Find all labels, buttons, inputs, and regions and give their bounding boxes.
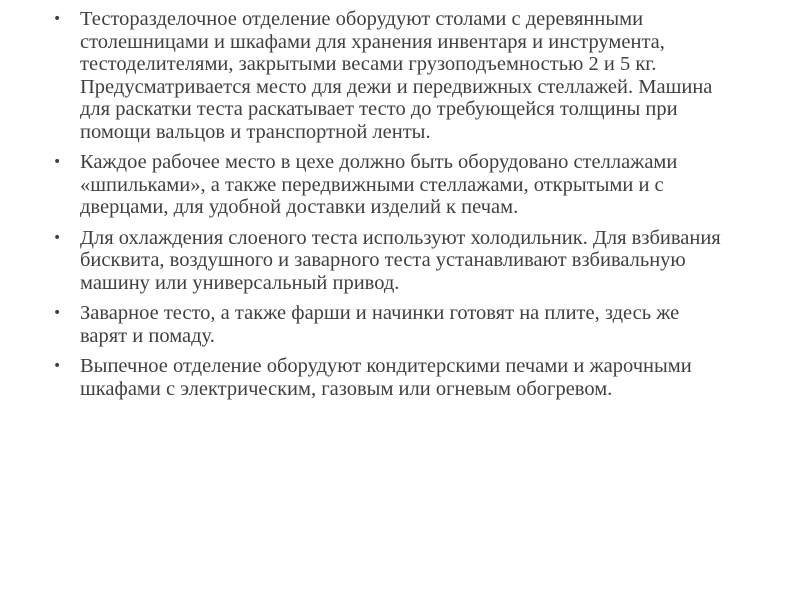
bullet-item [48,227,728,295]
bullet-item [48,151,728,219]
bullet-item [48,8,728,143]
bullet-item [48,355,728,400]
bullet-text: Для охлаждения слоеного теста используют холодильник. Для взбивания бисквита, воздушного и заварного теста устанавливают взбивальную машину или универсальный привод. [80,226,721,294]
bullet-icon: • [53,305,62,321]
bullet-text: Каждое рабочее место в цехе должно быть оборудовано стеллажами «шпильками», а также передвижными стеллажами, открытыми и с дверцами, для удобной доставки изделий к печам. [80,151,678,218]
bullet-item [48,302,728,347]
bullet-text: Тесторазделочное отделение оборудуют столами с деревянными столешницами и шкафами для хранения инвентаря и инструмента, тестоделителями, закрытыми весами грузоподъемностью 2 и 5 кг. Предусматривается место для дежи и передвижных стеллажей. Машина для раскатки теста раскатывает тесто до требующейся толщины при помощи вальцов и транспортной ленты. [80,8,713,143]
bullet-icon: • [53,11,62,27]
bullet-text: Заварное тесто, а также фарши и начинки готовят на плите, здесь же варят и помаду. [80,302,680,347]
bullet-text: Выпечное отделение оборудуют кондитерскими печами и жарочными шкафами с электрическим, газовым или огневым обогревом. [80,355,692,400]
bullet-list [48,8,728,408]
bullet-icon: • [53,229,62,246]
bullet-icon: • [53,154,62,170]
bullet-icon: • [53,358,62,374]
